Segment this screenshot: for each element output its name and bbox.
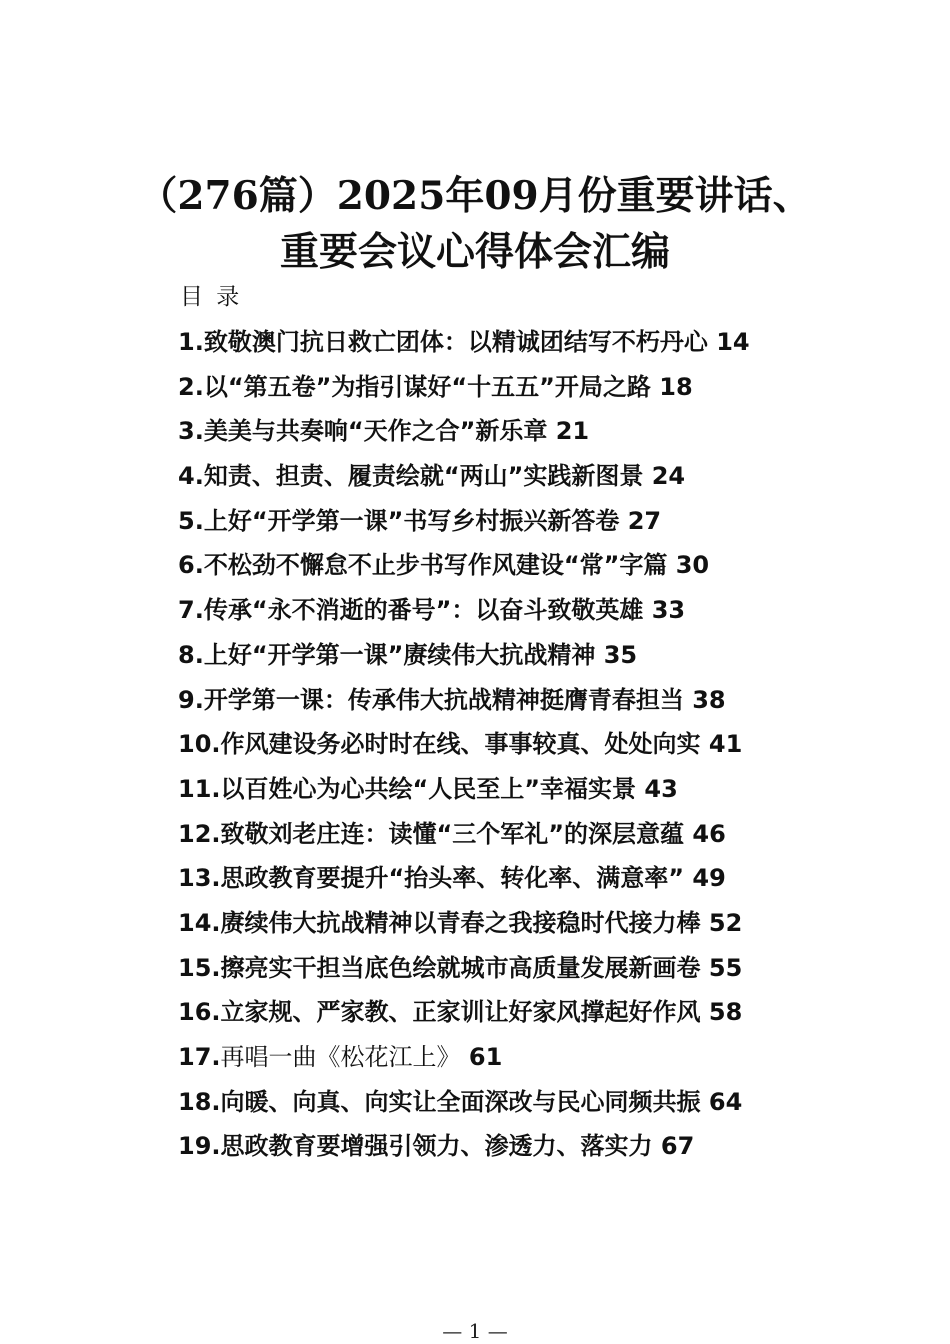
toc-entry[interactable] [178,814,878,859]
toc-entry-number: 7. [178,596,204,625]
toc-entry[interactable] [178,1126,878,1171]
toc-entry[interactable] [178,1082,878,1127]
toc-entry[interactable] [178,769,878,814]
toc-entry-page: 46 [692,819,726,848]
toc-entry-number: 16. [178,998,221,1027]
toc-entry-title: 以“第五卷”为指引谋好“十五五”开局之路 [203,372,651,401]
toc-entry-page: 35 [603,640,638,669]
toc-entry-number: 15. [178,953,221,982]
toc-entry-number: 3. [178,417,204,446]
toc-entry-page: 14 [716,328,750,356]
toc-entry-page: 55 [708,953,743,982]
toc-entry-page: 18 [659,372,693,401]
toc-entry-title: 致敬刘老庄连：读懂“三个军礼”的深层意蕴 [220,819,685,848]
toc-entry-page: 33 [651,596,686,625]
toc-entry-number: 13. [178,864,221,893]
table-of-contents [178,322,878,1171]
toc-entry-number: 18. [178,1087,221,1116]
toc-entry-page: 43 [644,774,678,803]
toc-entry-title: 作风建设务必时时在线、事事较真、处处向实 [220,730,701,759]
toc-entry[interactable] [178,322,878,367]
toc-entry[interactable] [178,411,878,456]
document-title [0,168,950,280]
toc-entry-number: 1. [178,328,204,356]
toc-entry-title: 赓续伟大抗战精神以青春之我接稳时代接力棒 [220,908,701,937]
document-title-line-1: （276篇）2025年09月份重要讲话、 [138,173,812,219]
toc-entry[interactable] [178,948,878,993]
toc-entry[interactable] [178,635,878,680]
toc-entry[interactable] [178,456,878,501]
toc-entry-number: 2. [178,372,204,401]
toc-entry-title: 开学第一课：传承伟大抗战精神挺膺青春担当 [203,685,684,714]
toc-entry-title: 不松劲不懈怠不止步书写作风建设“常”字篇 [203,551,668,580]
toc-entry[interactable] [178,992,878,1037]
toc-entry-page: 67 [660,1132,695,1161]
toc-entry-title: 以百姓心为心共绘“人民至上”幸福实景 [220,774,637,803]
toc-entry-title: 美美与共奏响“天作之合”新乐章 [203,417,548,446]
toc-entry-page: 52 [708,908,743,937]
toc-entry-number: 8. [178,640,204,669]
toc-entry[interactable] [178,1037,878,1082]
toc-entry-title: 向暖、向真、向实让全面深改与民心同频共振 [220,1087,701,1116]
toc-entry-title: 思政教育要提升“抬头率、转化率、满意率” [220,864,685,893]
toc-entry-title: 上好“开学第一课”书写乡村振兴新答卷 [203,506,620,535]
toc-entry-page: 24 [651,462,686,491]
toc-entry[interactable] [178,367,878,412]
toc-entry-title: 知责、担责、履责绘就“两山”实践新图景 [203,462,644,491]
toc-entry[interactable] [178,858,878,903]
toc-entry[interactable] [178,680,878,725]
toc-entry-number: 19. [178,1132,221,1161]
toc-entry-number: 10. [178,730,221,759]
toc-entry-title: 致敬澳门抗日救亡团体：以精诚团结写不朽丹心 [203,328,708,356]
toc-entry-page: 49 [692,864,726,893]
toc-entry-number: 5. [178,506,204,535]
toc-entry-number: 11. [178,774,221,803]
toc-entry-title: 思政教育要增强引领力、渗透力、落实力 [220,1132,653,1161]
page-number: — 1 — [442,1319,508,1343]
toc-entry-page: 61 [468,1043,503,1071]
toc-entry-number: 6. [178,551,204,580]
toc-entry-page: 38 [692,685,726,714]
toc-entry-title: 传承“永不消逝的番号”：以奋斗致敬英雄 [203,596,644,625]
toc-entry-number: 9. [178,685,204,714]
toc-entry-page: 21 [555,417,590,446]
toc-entry[interactable] [178,545,878,590]
toc-entry-number: 4. [178,462,204,491]
toc-entry-page: 41 [708,730,743,759]
toc-entry-title: 立家规、严家教、正家训让好家风撑起好作风 [220,998,701,1027]
toc-entry-title: 再唱一曲《松花江上》 [220,1043,461,1071]
toc-entry[interactable] [178,501,878,546]
toc-heading: 目 录 [180,284,240,310]
toc-entry-page: 58 [708,998,743,1027]
toc-entry-page: 64 [708,1087,743,1116]
toc-entry-page: 30 [675,551,710,580]
toc-entry[interactable] [178,903,878,948]
toc-entry-title: 擦亮实干担当底色绘就城市高质量发展新画卷 [220,953,701,982]
toc-entry-number: 14. [178,908,221,937]
document-title-line-2: 重要会议心得体会汇编 [279,229,670,275]
toc-entry-title: 上好“开学第一课”赓续伟大抗战精神 [203,640,596,669]
toc-entry-number: 17. [178,1043,221,1071]
toc-entry-number: 12. [178,819,221,848]
toc-entry[interactable] [178,590,878,635]
toc-entry[interactable] [178,724,878,769]
toc-entry-page: 27 [627,506,662,535]
